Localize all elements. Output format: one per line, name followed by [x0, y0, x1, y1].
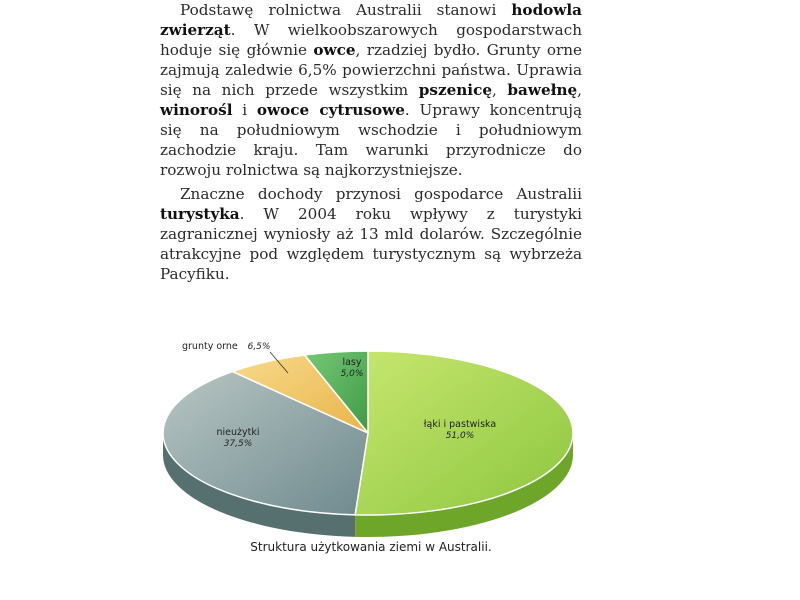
highlighted-term: turystyka [160, 205, 240, 223]
paragraph-text: , [491, 81, 508, 99]
pie-slice-label: grunty orne [182, 341, 238, 352]
paragraph-text: , rzadziej bydło. Grunty orne zajmują zaledwie 6,5% powierzchni państwa. Uprawia się na nich przede wszystkim [160, 41, 582, 99]
pie-slice-label: nieużytki [216, 427, 260, 438]
highlighted-term: winorośl [160, 101, 233, 119]
paragraph [160, 184, 582, 284]
paragraph [160, 0, 582, 180]
pie-slice-value: 51,0% [445, 431, 475, 441]
chart-caption: Struktura użytkowania ziemi w Australii. [250, 540, 492, 554]
pie-slice-value: 37,5% [223, 439, 253, 449]
pie-slice-value: 6,5% [247, 342, 271, 352]
paragraph-text: Znaczne dochody przynosi gospodarce Australii [180, 185, 582, 203]
pie-slice-label: lasy [342, 357, 362, 368]
highlighted-term: owce [313, 41, 356, 59]
paragraph-text: i [232, 101, 257, 119]
highlighted-term: owoce cytrusowe [256, 101, 405, 119]
article-text [160, 0, 582, 284]
paragraph-text: Podstawę rolnictwa Australii stanowi [180, 1, 512, 19]
paragraph-text: , [577, 81, 582, 99]
highlighted-term: bawełnę [507, 81, 578, 99]
paragraph-text: . W 2004 roku wpływy z turystyki zagranicznej wyniosły aż 13 mld dolarów. Szczególnie atrakcyjne pod względem turystycznym są wybrzeża Pacyfiku. [160, 205, 582, 283]
land-use-pie-chart [160, 335, 600, 567]
paragraph-text: . Uprawy koncentrują się na południowym wschodzie i południowym zachodzie kraju. Tam warunki przyrodnicze do rozwoju rolnictwa są najkorzystniejsze. [160, 101, 582, 179]
pie-slice-label: łąki i pastwiska [423, 419, 497, 430]
paragraph-text: . W wielkoobszarowych gospodarstwach hoduje się głównie [160, 21, 582, 59]
pie-slice-value: 5,0% [340, 369, 364, 379]
highlighted-term: hodowla zwierząt [160, 1, 582, 39]
highlighted-term: pszenicę [418, 81, 492, 99]
